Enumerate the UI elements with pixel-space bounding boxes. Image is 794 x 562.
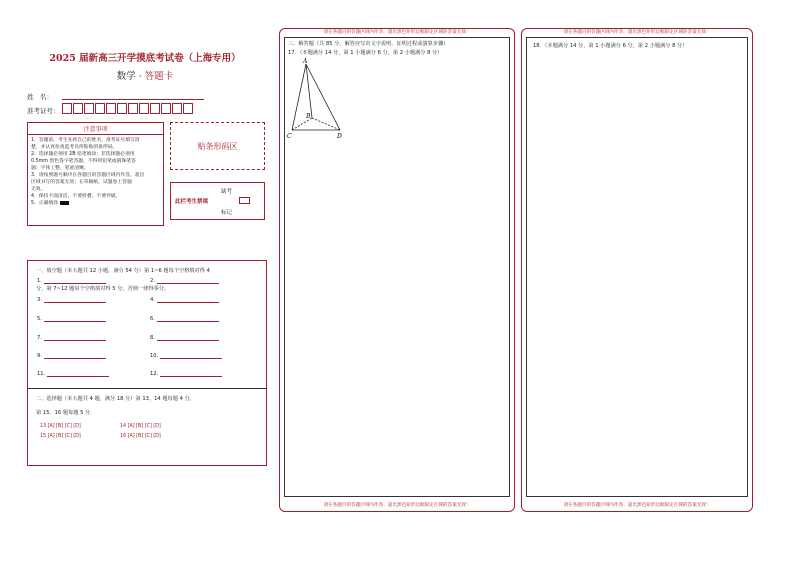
vertex-a-label: A bbox=[303, 58, 308, 65]
vertex-c-label: C bbox=[287, 133, 292, 140]
question-17-heading: 17．（本题满分 14 分，第 1 小题满分 6 分，第 2 小题满分 8 分） bbox=[288, 50, 443, 56]
id-digit-box[interactable] bbox=[73, 103, 83, 114]
subtitle-card: 答题卡 bbox=[144, 71, 174, 82]
absent-forbidden-label: 此栏考生禁填 bbox=[175, 199, 209, 205]
blank-12[interactable]: 12. bbox=[150, 370, 222, 377]
subtitle-subject: 数学 · bbox=[116, 71, 145, 82]
blank-5[interactable]: 5. bbox=[37, 315, 106, 322]
warning-bottom-q18: 请在各题目的答题区域内作答，超出黑色矩形边框限定区域的答案无效！ bbox=[563, 503, 711, 508]
edge-bd bbox=[312, 118, 340, 130]
edge-ac bbox=[292, 64, 306, 130]
notes-title: 注意事项 bbox=[28, 123, 163, 135]
warning-top-q18: 请在各题目的答题区域内作答，超出黑色矩形边框限定区域的答案无效！ bbox=[563, 30, 711, 35]
notes-box bbox=[27, 122, 164, 226]
notes-item: 无效。 bbox=[31, 187, 46, 192]
choice-row-14[interactable]: 14 [A] [B] [C] [D] bbox=[120, 424, 161, 429]
section3-heading: 三、解答题（共 85 分，解答应写出文字说明、证明过程或演算步骤） bbox=[288, 41, 449, 47]
absent-mark-checkbox[interactable] bbox=[239, 197, 250, 204]
id-digit-box[interactable] bbox=[161, 103, 171, 114]
card-title: 2025 届新高三开学摸底考试卷（上海专用） bbox=[49, 53, 241, 64]
notes-item: 5．正确填涂 bbox=[31, 200, 160, 207]
filled-mark-example-icon bbox=[60, 201, 69, 205]
blank-3[interactable]: 3. bbox=[37, 296, 106, 303]
notes-item: 题；字体工整、笔迹清晰。 bbox=[31, 166, 89, 171]
vertex-b-label: B bbox=[306, 113, 311, 120]
id-digit-box[interactable] bbox=[62, 103, 72, 114]
blank-4[interactable]: 4. bbox=[150, 296, 219, 303]
id-digit-box[interactable] bbox=[84, 103, 94, 114]
blank-1[interactable]: 1. bbox=[37, 277, 106, 284]
warning-top-q17: 请在各题目的答题区域内作答，超出黑色矩形边框限定区域的答案无效！ bbox=[323, 30, 471, 35]
notes-item: 2．选择题必须用 2B 铅笔填涂；非选择题必须用 bbox=[31, 152, 135, 157]
id-label: 准考证号： bbox=[27, 107, 60, 115]
id-digit-box[interactable] bbox=[117, 103, 127, 114]
choice-row-16[interactable]: 16 [A] [B] [C] [D] bbox=[120, 434, 161, 439]
blank-8[interactable]: 8. bbox=[150, 334, 219, 341]
name-field[interactable] bbox=[62, 99, 204, 100]
edge-ab bbox=[306, 64, 312, 118]
tetrahedron-figure bbox=[284, 56, 354, 142]
id-digit-box[interactable] bbox=[139, 103, 149, 114]
section2-line1: 二、选择题（本大题共 4 题，满分 18 分）第 13、14 题每题 4 分， bbox=[36, 396, 195, 402]
barcode-area bbox=[170, 122, 265, 170]
blank-6[interactable]: 6. bbox=[150, 315, 219, 322]
notes-item: 1．答题前，考生先将自己的姓名，准考证号填写清 bbox=[31, 138, 140, 143]
name-label: 姓 名： bbox=[27, 93, 53, 101]
blank-9[interactable]: 9. bbox=[37, 352, 106, 359]
notes-item: 4．保持卡面清洁，不要折叠、不要弄破。 bbox=[31, 194, 121, 199]
id-digit-box[interactable] bbox=[150, 103, 160, 114]
notes-item: 0.5mm 黑色签字笔答题，不得用铅笔或圆珠笔答 bbox=[31, 159, 136, 164]
section-divider bbox=[27, 388, 267, 389]
notes-item: 楚，并认真检查监考员所粘贴的条形码。 bbox=[31, 145, 118, 150]
blank-2[interactable]: 2. bbox=[150, 277, 219, 284]
section1-line1: 一、填空题（本大题共 12 小题，满分 54 分）第 1~6 题每个空格填对得 4 bbox=[36, 268, 210, 274]
notes-item: 3．请按照题号顺序在各题目的答题区域内作答，超出 bbox=[31, 173, 145, 178]
id-digit-box[interactable] bbox=[106, 103, 116, 114]
notes-item: 区域书写的答案无效；在草稿纸、试题卷上答题 bbox=[31, 180, 132, 185]
absent-top-label: 缺考 bbox=[221, 189, 233, 195]
id-digit-box[interactable] bbox=[183, 103, 193, 114]
card-subtitle bbox=[20, 68, 270, 82]
id-digit-box[interactable] bbox=[128, 103, 138, 114]
blank-11[interactable]: 11. bbox=[37, 370, 109, 377]
question-18-heading: 18．（本题满分 14 分，第 1 小题满分 6 分，第 2 小题满分 8 分） bbox=[533, 43, 688, 49]
blank-10[interactable]: 10. bbox=[150, 352, 222, 359]
absent-box bbox=[170, 182, 265, 220]
blank-7[interactable]: 7. bbox=[37, 334, 106, 341]
choice-row-15[interactable]: 15 [A] [B] [C] [D] bbox=[40, 434, 81, 439]
answer-area-q18[interactable] bbox=[526, 37, 748, 497]
section1-line2: 分，第 7~12 题每个空格填对得 5 分，否则一律得零分。 bbox=[36, 286, 170, 292]
id-number-boxes[interactable] bbox=[62, 103, 193, 114]
id-digit-box[interactable] bbox=[95, 103, 105, 114]
section2-line2: 第 15、16 题每题 5 分. bbox=[36, 410, 92, 416]
warning-bottom-q17: 请在各题目的答题区域内作答，超出黑色矩形边框限定区域的答案无效！ bbox=[323, 503, 471, 508]
absent-bottom-label: 标记 bbox=[221, 210, 233, 216]
id-digit-box[interactable] bbox=[172, 103, 182, 114]
vertex-d-label: D bbox=[337, 133, 342, 140]
choice-row-13[interactable]: 13 [A] [B] [C] [D] bbox=[40, 424, 81, 429]
barcode-label: 贴条形码区 bbox=[197, 141, 238, 151]
edge-ad bbox=[306, 64, 340, 130]
